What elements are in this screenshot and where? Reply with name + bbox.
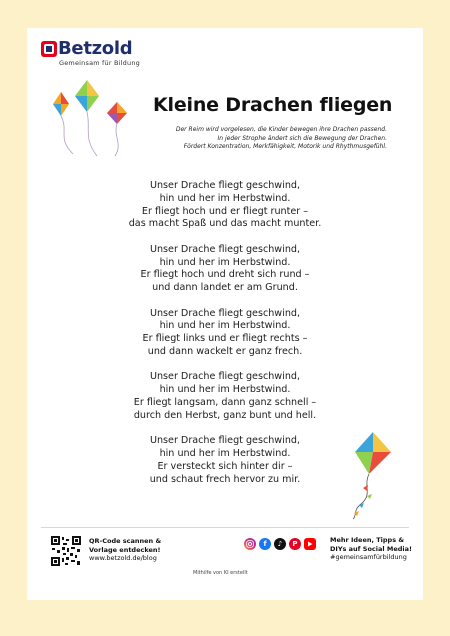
betzold-logo[interactable] (41, 40, 140, 67)
poem-line: hin und her im Herbstwind. (159, 447, 291, 459)
qr-title-line2: Vorlage entdecken! (89, 545, 161, 554)
page-title: Kleine Drachen fliegen (153, 94, 393, 116)
poem-line: Er fliegt hoch und er fliegt runter – (141, 205, 309, 217)
tiktok-icon[interactable]: ♪ (274, 538, 286, 550)
intro-text (137, 126, 387, 152)
qr-caption (89, 537, 161, 563)
poem-stanza (27, 308, 423, 359)
poem-line: Er versteckt sich hinter dir – (157, 460, 293, 472)
social-icons (244, 538, 319, 550)
poem-line: Er fliegt links und er fliegt rechts – (142, 333, 308, 345)
poem-line: und dann wackelt er ganz frech. (147, 345, 303, 357)
poem-line: durch den Herbst, ganz bunt und hell. (133, 409, 317, 421)
qr-code[interactable] (51, 536, 81, 566)
poem-line: hin und her im Herbstwind. (159, 256, 291, 268)
social-hashtag[interactable]: #gemeinsamfürbildung (330, 553, 407, 562)
poem-line: und schaut frech hervor zu mir. (149, 473, 301, 485)
poem-line: das macht Spaß und das macht munter. (128, 218, 322, 230)
intro-line: Fördert Konzentration, Merkfähigkeit, Motorik und Rhythmusgefühl. (183, 143, 387, 151)
footer-divider (41, 527, 409, 528)
poem-stanza (27, 371, 423, 422)
poem-line: Unser Drache fliegt geschwind, (149, 243, 301, 255)
social-caption (330, 536, 412, 562)
ai-note: Mithilfe von KI erstellt (193, 570, 248, 576)
poem-line: hin und her im Herbstwind. (159, 192, 291, 204)
poem-line: Er fliegt langsam, dann ganz schnell – (133, 396, 317, 408)
brand-name: Betzold (58, 38, 133, 59)
kites-illustration (39, 76, 139, 158)
kite-illustration (327, 428, 397, 520)
poem-line: Unser Drache fliegt geschwind, (149, 435, 301, 447)
social-title-line2: DIYs auf Social Media! (330, 544, 412, 553)
poem-line: Unser Drache fliegt geschwind, (149, 307, 301, 319)
qr-title: QR-Code scannen & (89, 537, 162, 545)
poem-line: Unser Drache fliegt geschwind, (149, 371, 301, 383)
blog-url[interactable]: www.betzold.de/blog (89, 554, 157, 563)
poem-line: und dann landet er am Grund. (152, 282, 298, 294)
intro-line: In jeder Strophe ändert sich die Bewegung der Drachen. (217, 134, 387, 142)
intro-line: Der Reim wird vorgelesen, die Kinder bewegen ihre Drachen passend. (175, 126, 387, 133)
instagram-icon[interactable] (244, 538, 256, 550)
worksheet (27, 28, 423, 600)
poem-line: Er fliegt hoch und dreht sich rund – (140, 269, 310, 281)
facebook-icon[interactable]: f (259, 538, 271, 550)
poem-line: hin und her im Herbstwind. (159, 320, 291, 332)
youtube-icon[interactable] (304, 538, 316, 550)
social-title: Mehr Ideen, Tipps & (330, 536, 404, 544)
poem-line: hin und her im Herbstwind. (159, 384, 291, 396)
poem-stanza (27, 244, 423, 295)
betzold-logo-icon (41, 41, 57, 57)
poem-line: Unser Drache fliegt geschwind, (149, 180, 301, 191)
pinterest-icon[interactable]: P (289, 538, 301, 550)
poem-stanza (27, 180, 423, 231)
brand-tagline: Gemeinsam für Bildung (59, 59, 140, 67)
